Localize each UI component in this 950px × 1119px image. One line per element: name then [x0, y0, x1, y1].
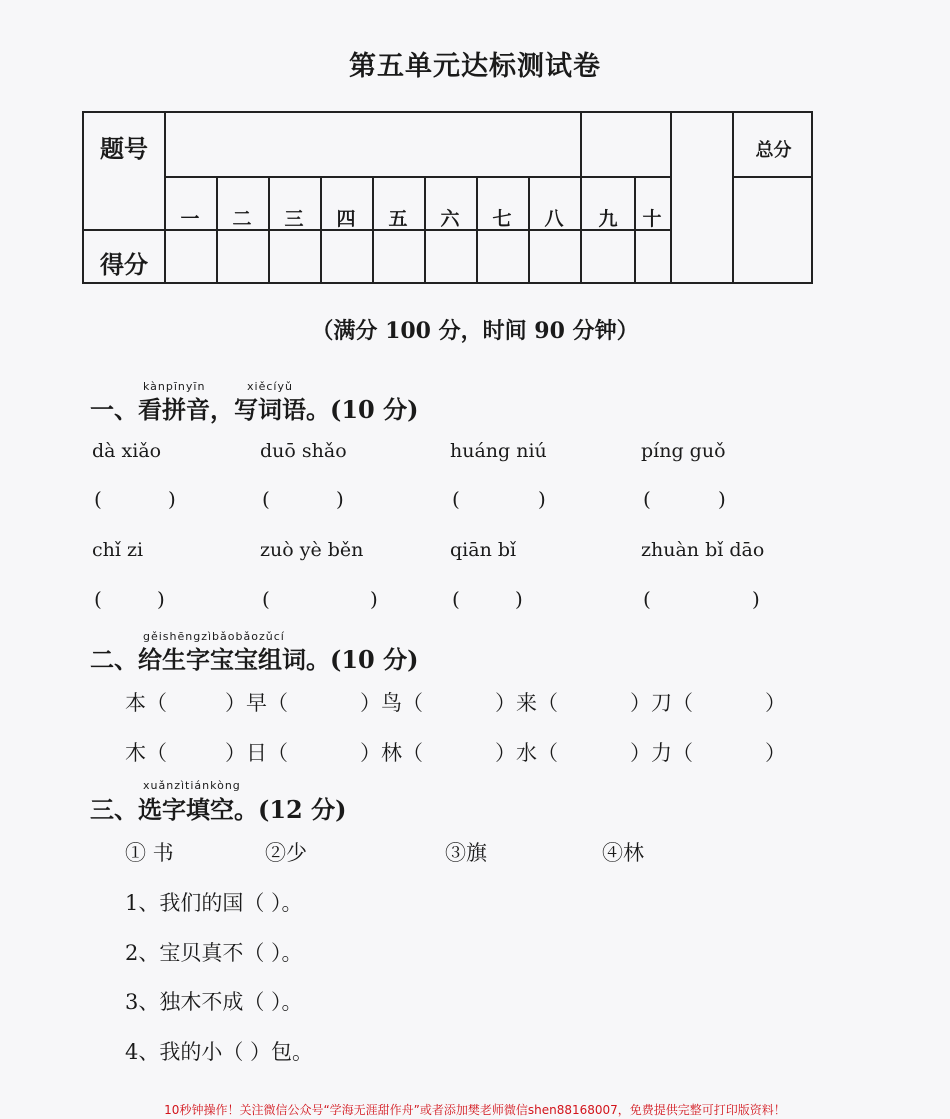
answer-bracket-open: ( — [643, 587, 651, 611]
question-number: 一 — [180, 208, 200, 230]
word-item: ）刀（ — [630, 691, 693, 715]
pinyin-annotation: gěishēngzìbǎobǎozǔcí — [143, 630, 285, 643]
option-item: ① 书 — [125, 841, 174, 865]
answer-bracket-open: ( — [643, 487, 651, 511]
section-1-heading: 一、看拼音，写词语。(10 分) — [90, 395, 419, 424]
option-item: ③旗 — [445, 841, 487, 865]
answer-bracket-open: ( — [262, 487, 270, 511]
answer-bracket-close: ) — [157, 587, 165, 611]
score-label: 得分 — [100, 250, 148, 279]
word-item: ）林（ — [360, 741, 423, 765]
pinyin-annotation: xuǎnzìtiánkòng — [143, 779, 241, 792]
pinyin-item: duō shǎo — [260, 440, 347, 462]
question-number: 十 — [642, 208, 662, 230]
pinyin-item: chǐ zi — [92, 539, 144, 561]
total-score-label: 总分 — [755, 140, 792, 161]
table-line — [580, 113, 582, 284]
page-title: 第五单元达标测试卷 — [349, 51, 601, 82]
score-table — [82, 111, 813, 284]
full-mark-note: （满分 100 分，时间 90 分钟） — [311, 318, 639, 344]
word-item: ）早（ — [225, 691, 288, 715]
answer-bracket-open: ( — [452, 587, 460, 611]
option-item: ②少 — [265, 841, 307, 865]
word-item: 本（ — [125, 691, 167, 715]
question-number-label: 题号 — [100, 134, 148, 163]
word-item: ）力（ — [630, 741, 693, 765]
answer-bracket-close: ) — [168, 487, 176, 511]
answer-bracket-close: ) — [538, 487, 546, 511]
option-item: ④林 — [602, 841, 644, 865]
table-line — [164, 176, 672, 178]
pinyin-item: zhuàn bǐ dāo — [641, 539, 765, 561]
word-item: ）来（ — [495, 691, 558, 715]
word-item: ）水（ — [495, 741, 558, 765]
pinyin-item: huáng niú — [450, 440, 547, 462]
answer-bracket-open: ( — [262, 587, 270, 611]
promo-footer: 10秒钟操作！关注微信公众号“学海无涯甜作舟”或者添加樊老师微信shen88168007，免费提供完整可打印版资料！ — [164, 1103, 786, 1117]
answer-bracket-close: ) — [336, 487, 344, 511]
table-line — [670, 113, 672, 284]
answer-bracket-open: ( — [94, 587, 102, 611]
answer-bracket-close: ) — [752, 587, 760, 611]
pinyin-item: zuò yè běn — [260, 539, 364, 561]
word-item: ）日（ — [225, 741, 288, 765]
answer-bracket-open: ( — [94, 487, 102, 511]
answer-bracket-close: ) — [370, 587, 378, 611]
question-number: 三 — [284, 208, 304, 230]
answer-bracket-close: ) — [515, 587, 523, 611]
question-number: 九 — [598, 208, 618, 230]
pinyin-annotation: kànpīnyīn — [143, 380, 206, 393]
table-line — [734, 176, 813, 178]
question-number: 五 — [388, 208, 408, 230]
pinyin-item: dà xiǎo — [92, 440, 162, 462]
question-number: 八 — [544, 208, 564, 230]
word-item: ）鸟（ — [360, 691, 423, 715]
answer-bracket-close: ) — [718, 487, 726, 511]
fill-blank-sentence: 3、独木不成（ ）。 — [125, 990, 303, 1014]
pinyin-item: píng guǒ — [641, 440, 726, 462]
word-item: ） — [765, 741, 786, 765]
section-3-heading: 三、选字填空。(12 分) — [90, 795, 347, 824]
answer-bracket-open: ( — [452, 487, 460, 511]
pinyin-annotation: xiěcíyǔ — [247, 380, 293, 393]
fill-blank-sentence: 2、宝贝真不（ ）。 — [125, 941, 303, 965]
fill-blank-sentence: 1、我们的国（ ）。 — [125, 891, 303, 915]
pinyin-item: qiān bǐ — [450, 539, 517, 561]
question-number: 四 — [336, 208, 356, 230]
section-2-heading: 二、给生字宝宝组词。(10 分) — [90, 645, 419, 674]
fill-blank-sentence: 4、我的小（ ）包。 — [125, 1040, 314, 1064]
table-line — [164, 113, 166, 284]
question-number: 二 — [232, 208, 252, 230]
question-number: 六 — [440, 208, 460, 230]
word-item: ） — [765, 691, 786, 715]
question-number: 七 — [492, 208, 512, 230]
word-item: 木（ — [125, 741, 167, 765]
